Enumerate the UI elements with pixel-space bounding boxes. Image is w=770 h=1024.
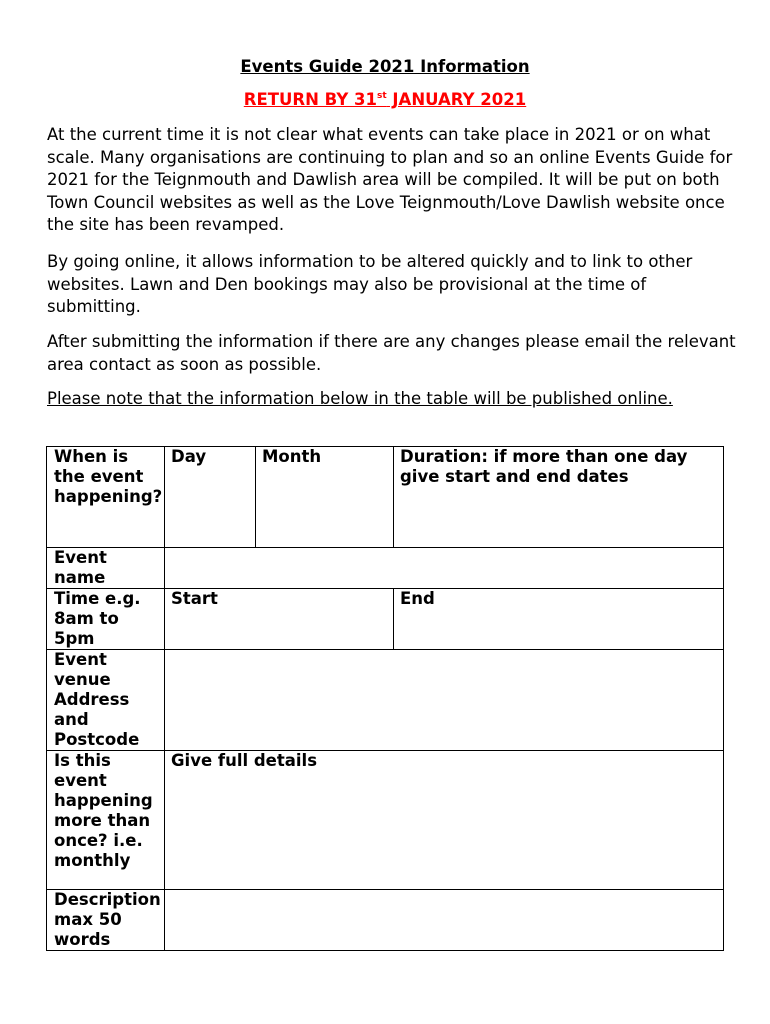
table-row <box>47 650 724 751</box>
venue-field[interactable] <box>165 650 724 751</box>
table-row <box>47 447 724 548</box>
table-row <box>47 589 724 650</box>
description-label: Description max 50 words <box>47 890 165 951</box>
online-paragraph: By going online, it allows information to be altered quickly and to link to other websites. Lawn and Den bookings may also be provisional at the time of submitting. <box>47 252 693 316</box>
time-label: Time e.g. 8am to 5pm <box>47 589 165 650</box>
month-cell[interactable]: Month <box>256 447 394 548</box>
event-name-label: Event name <box>47 548 165 589</box>
return-deadline-prefix: RETURN BY 31 <box>243 90 377 109</box>
recurring-label: Is this event happening more than once? i.e. monthly <box>47 751 165 890</box>
start-time-cell[interactable]: Start <box>165 589 394 650</box>
day-cell[interactable]: Day <box>165 447 256 548</box>
changes-paragraph: After submitting the information if there are any changes please email the relevant area contact as soon as possible. <box>47 332 736 374</box>
return-deadline-suffix: JANUARY 2021 <box>386 90 527 109</box>
publish-note: Please note that the information below in the table will be published online. <box>47 389 673 408</box>
table-row <box>47 890 724 951</box>
recurring-details-field[interactable]: Give full details <box>165 751 724 890</box>
when-label: When is the event happening? <box>47 447 165 548</box>
venue-label: Event venue Address and Postcode <box>47 650 165 751</box>
intro-paragraph: At the current time it is not clear what events can take place in 2021 or on what scale. Many organisations are continuing to plan and so an online Events Guide for 2021 for the Teignmouth and Dawlish area will be compiled. It will be put on both Town Council websites as well as the Love Teignmouth/Love Dawlish website once the site has been revamped. <box>47 125 733 234</box>
return-deadline-ordinal: st <box>377 91 387 101</box>
end-time-cell[interactable]: End <box>394 589 724 650</box>
duration-cell[interactable]: Duration: if more than one day give start and end dates <box>394 447 724 548</box>
table-row <box>47 548 724 589</box>
table-row <box>47 751 724 890</box>
return-deadline <box>0 90 770 109</box>
description-field[interactable] <box>165 890 724 951</box>
event-form-table <box>46 446 724 951</box>
event-name-field[interactable] <box>165 548 724 589</box>
document-title: Events Guide 2021 Information <box>240 57 530 76</box>
